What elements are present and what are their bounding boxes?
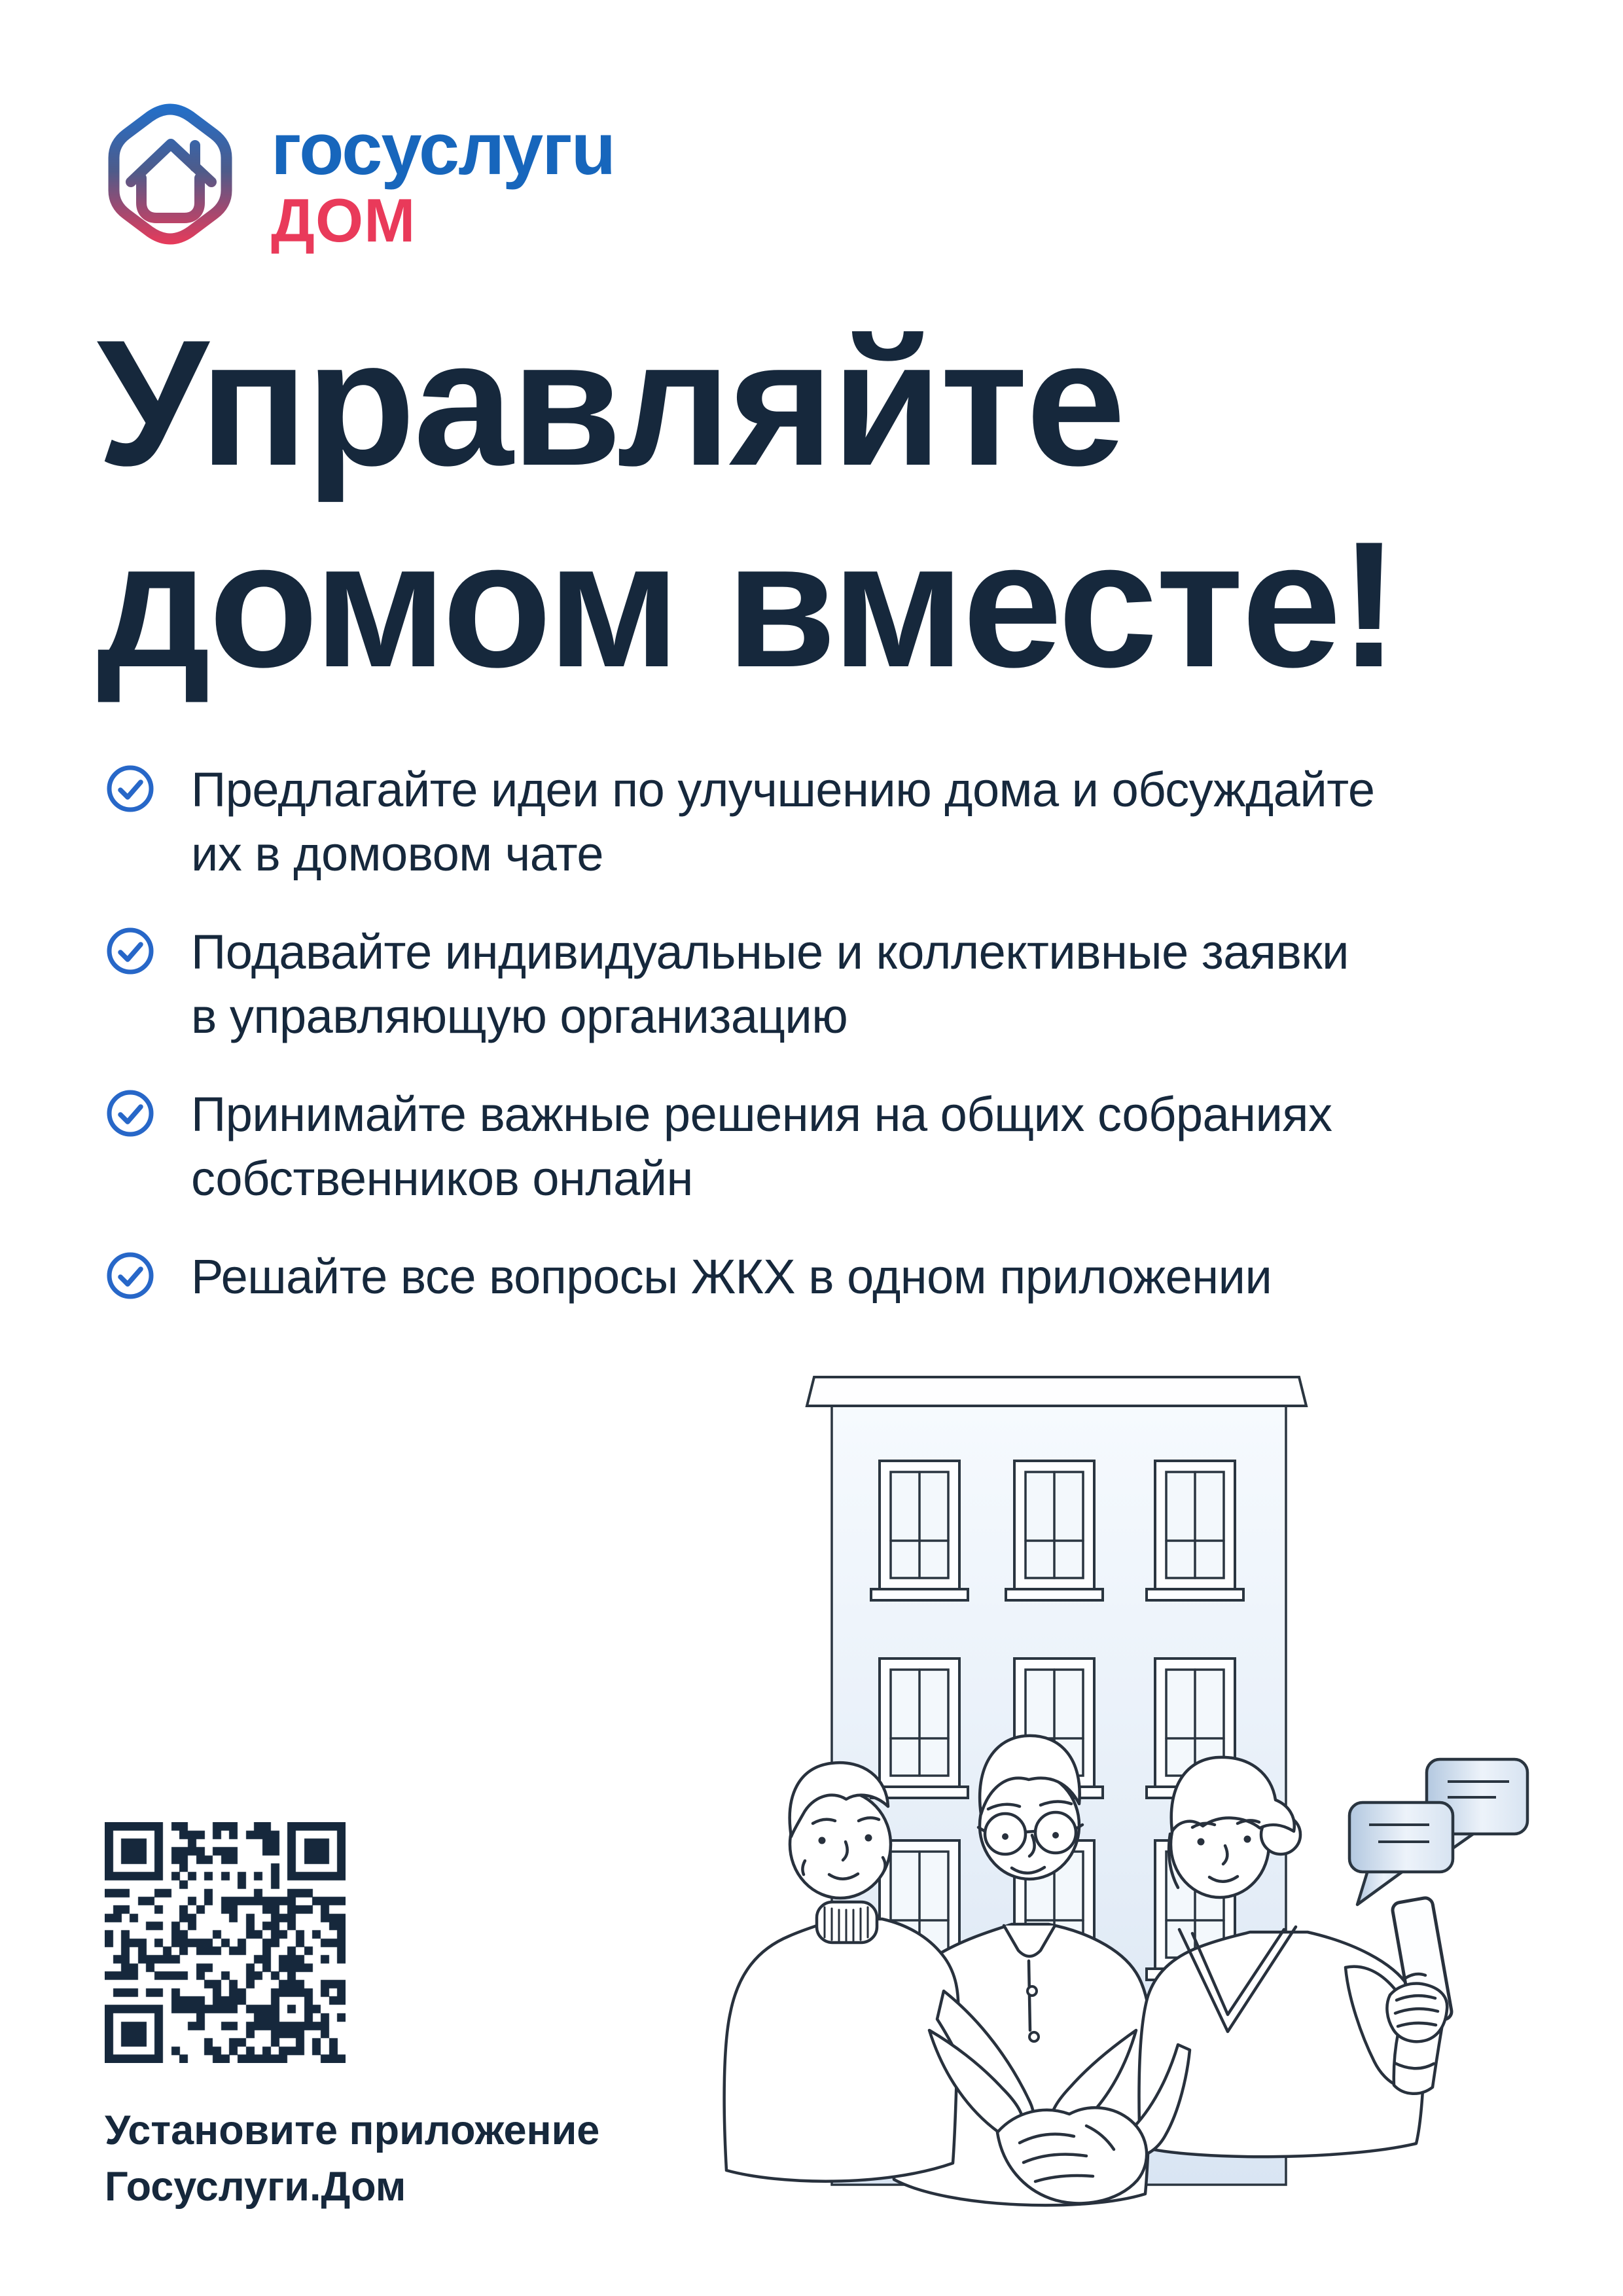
benefit-line: в управляющую организацию [191, 989, 848, 1043]
benefit-text [191, 1245, 1272, 1309]
window [1147, 1461, 1243, 1600]
install-caption-line1: Установите приложение [105, 2108, 600, 2153]
page-title [97, 302, 1397, 706]
benefit-line: Предлагайте идеи по улучшению дома и обсуждайте [191, 762, 1375, 817]
list-item [105, 758, 1558, 886]
benefit-text [191, 758, 1375, 886]
brand-name: госуслугu [271, 108, 615, 190]
benefit-line: Принимайте важные решения на общих собраниях [191, 1087, 1332, 1141]
qr-code [105, 1822, 346, 2063]
benefit-line: Подавайте индивидуальные и коллективные заявки [191, 925, 1349, 979]
brand-subname: ДОМ [271, 186, 416, 255]
gosuslugi-dom-house-icon [105, 103, 236, 245]
check-circle-icon [105, 1250, 156, 1301]
list-item [105, 920, 1558, 1049]
window [1006, 1461, 1103, 1600]
window [871, 1659, 968, 1798]
brand-logo [105, 103, 615, 254]
chat-bubbles-icon [1349, 1759, 1527, 1905]
check-circle-icon [105, 925, 156, 977]
page-title-line1: Управляйте [97, 303, 1124, 503]
list-item [105, 1245, 1558, 1309]
neighbors-illustration [720, 1368, 1597, 2278]
benefit-text [191, 920, 1349, 1049]
window [871, 1461, 968, 1600]
benefit-line: их в домовом чате [191, 827, 604, 881]
brand-wordmark [271, 108, 615, 255]
check-circle-icon [105, 763, 156, 814]
list-item [105, 1083, 1558, 1211]
check-circle-icon [105, 1088, 156, 1139]
benefit-line: Решайте все вопросы ЖКХ в одном приложении [191, 1249, 1272, 1304]
page-title-line2: домом вместе! [97, 505, 1397, 705]
benefits-list [105, 758, 1558, 1343]
benefit-text [191, 1083, 1332, 1211]
install-caption [105, 2102, 599, 2215]
install-caption-line2: Госуслуги.Дом [105, 2164, 406, 2210]
benefit-line: собственников онлайн [191, 1151, 693, 1206]
